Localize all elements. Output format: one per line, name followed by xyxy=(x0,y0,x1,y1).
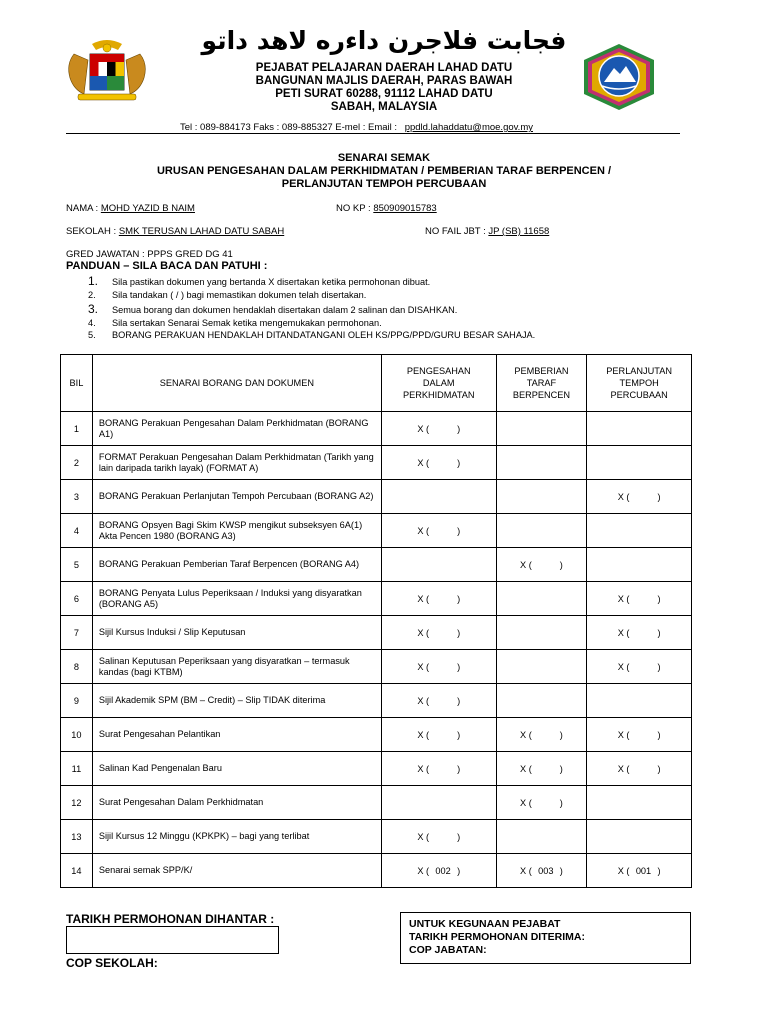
required-mark: X ( ) xyxy=(417,661,461,672)
required-mark: X ( ) xyxy=(417,729,461,740)
checklist-cell-c2[interactable] xyxy=(496,548,587,582)
instruction-number: 5. xyxy=(88,330,96,340)
office-stamp: COP JABATAN: xyxy=(409,944,487,956)
checklist-cell-c1[interactable] xyxy=(381,752,496,786)
table-row xyxy=(61,514,692,548)
checklist-cell-c3[interactable] xyxy=(587,480,692,514)
checklist-cell-c2[interactable] xyxy=(496,718,587,752)
required-mark: X ( ) xyxy=(417,627,461,638)
header-documents: SENARAI BORANG DAN DOKUMEN xyxy=(92,355,381,412)
document-name: BORANG Perakuan Pemberian Taraf Berpencen (BORANG A4) xyxy=(92,548,381,582)
document-name: Salinan Kad Pengenalan Baru xyxy=(92,752,381,786)
document-name: Sijil Kursus Induksi / Slip Keputusan xyxy=(92,616,381,650)
header-bil: BIL xyxy=(61,355,93,412)
required-mark: X ( ) xyxy=(617,491,661,502)
checklist-cell-c1[interactable] xyxy=(381,650,496,684)
nama-label: NAMA : xyxy=(66,203,99,214)
nokp-label: NO KP : xyxy=(336,203,371,214)
document-name: Surat Pengesahan Dalam Perkhidmatan xyxy=(92,786,381,820)
table-header-row xyxy=(61,355,692,412)
nofail-label: NO FAIL JBT : xyxy=(425,226,486,237)
checklist-cell-c1[interactable] xyxy=(381,684,496,718)
table-row xyxy=(61,854,692,888)
required-mark: X ( ) xyxy=(417,763,461,774)
table-row xyxy=(61,480,692,514)
mark-value: 001 xyxy=(635,865,652,876)
checklist-cell-c2 xyxy=(496,480,587,514)
email-link[interactable]: ppdld.lahaddatu@moe.gov.my xyxy=(404,122,533,133)
row-number: 12 xyxy=(61,786,93,820)
checklist-cell-c3[interactable] xyxy=(587,718,692,752)
checklist-cell-c1 xyxy=(381,548,496,582)
checklist-cell-c3[interactable] xyxy=(587,582,692,616)
required-mark: X ( ) xyxy=(617,627,661,638)
document-name: Surat Pengesahan Pelantikan xyxy=(92,718,381,752)
checklist-cell-c2 xyxy=(496,582,587,616)
contact-line xyxy=(180,122,533,133)
header-divider xyxy=(66,133,680,134)
checklist-cell-c3 xyxy=(587,514,692,548)
checklist-cell-c2[interactable] xyxy=(496,752,587,786)
document-name: Sijil Kursus 12 Minggu (KPKPK) – bagi yang terlibat xyxy=(92,820,381,854)
checklist-cell-c1 xyxy=(381,786,496,820)
checklist-cell-c2[interactable] xyxy=(496,786,587,820)
table-row xyxy=(61,684,692,718)
office-name: PEJABAT PELAJARAN DAERAH LAHAD DATU xyxy=(255,62,513,74)
jawi-title: فجابت فلاجرن داءره لاهد داتو xyxy=(201,26,567,55)
instruction-number: 3. xyxy=(88,302,99,316)
document-name: Salinan Keputusan Peperiksaan yang disyaratkan – termasuk kandas (bagi KTBM) xyxy=(92,650,381,684)
checklist-cell-c2 xyxy=(496,514,587,548)
required-mark: X ( 002 ) xyxy=(417,865,461,876)
checklist-cell-c1[interactable] xyxy=(381,446,496,480)
instruction-text: Sila pastikan dokumen yang bertanda X disertakan ketika permohonan dibuat. xyxy=(112,277,431,287)
required-mark: X ( 003 ) xyxy=(520,865,563,876)
checklist-cell-c2 xyxy=(496,820,587,854)
checklist-cell-c1[interactable] xyxy=(381,514,496,548)
instruction-item xyxy=(88,290,366,300)
office-postbox: PETI SURAT 60288, 91112 LAHAD DATU xyxy=(275,88,493,100)
row-number: 1 xyxy=(61,412,93,446)
checklist-cell-c2 xyxy=(496,412,587,446)
row-number: 2 xyxy=(61,446,93,480)
table-row xyxy=(61,616,692,650)
tarikh-dihantar-label: TARIKH PERMOHONAN DIHANTAR : xyxy=(66,912,275,926)
header-perlanjutan: PERLANJUTAN TEMPOH PERCUBAAN xyxy=(587,355,692,412)
required-mark: X ( ) xyxy=(417,695,461,706)
nokp-value: 850909015783 xyxy=(373,203,437,214)
instruction-item xyxy=(88,302,457,316)
instruction-text: Semua borang dan dokumen hendaklah disertakan dalam 2 salinan dan DISAHKAN. xyxy=(112,305,458,315)
office-state: SABAH, MALAYSIA xyxy=(330,101,438,113)
required-mark: X ( ) xyxy=(417,831,461,842)
instruction-text: Sila sertakan Senarai Semak ketika mengemukakan permohonan. xyxy=(112,318,382,328)
row-number: 4 xyxy=(61,514,93,548)
nofail-field xyxy=(425,226,549,237)
instruction-item xyxy=(88,330,535,340)
form-subtitle-2: PERLANJUTAN TEMPOH PERCUBAAN xyxy=(281,178,487,190)
checklist-cell-c1[interactable] xyxy=(381,820,496,854)
sekolah-field xyxy=(66,226,284,237)
row-number: 13 xyxy=(61,820,93,854)
checklist-cell-c3[interactable] xyxy=(587,752,692,786)
checklist-cell-c1[interactable] xyxy=(381,582,496,616)
form-subtitle-1: URUSAN PENGESAHAN DALAM PERKHIDMATAN / PEMBERIAN TARAF BERPENCEN / xyxy=(156,165,612,177)
document-name: FORMAT Perakuan Pengesahan Dalam Perkhidmatan (Tarikh yang lain daripada tarikh layak) (FORMAT A) xyxy=(92,446,381,480)
row-number: 9 xyxy=(61,684,93,718)
row-number: 8 xyxy=(61,650,93,684)
checklist-cell-c3 xyxy=(587,820,692,854)
instruction-text: Sila tandakan ( / ) bagi memastikan dokumen telah disertakan. xyxy=(112,290,367,300)
nokp-field xyxy=(336,203,437,214)
required-mark: X ( ) xyxy=(520,559,563,570)
checklist-cell-c1[interactable] xyxy=(381,412,496,446)
table-row xyxy=(61,718,692,752)
office-use-box xyxy=(400,912,691,964)
document-name: BORANG Perakuan Perlanjutan Tempoh Percubaan (BORANG A2) xyxy=(92,480,381,514)
row-number: 7 xyxy=(61,616,93,650)
mark-value: 003 xyxy=(538,865,554,876)
document-name: Sijil Akademik SPM (BM – Credit) – Slip TIDAK diterima xyxy=(92,684,381,718)
table-row xyxy=(61,786,692,820)
required-mark: X ( ) xyxy=(617,763,661,774)
office-building: BANGUNAN MAJLIS DAERAH, PARAS BAWAH xyxy=(255,75,513,87)
header-pemberian: PEMBERIAN TARAF BERPENCEN xyxy=(496,355,587,412)
document-name: Senarai semak SPP/K/ xyxy=(92,854,381,888)
required-mark: X ( ) xyxy=(520,763,563,774)
checklist-cell-c2 xyxy=(496,446,587,480)
table-row xyxy=(61,752,692,786)
office-use-title: UNTUK KEGUNAAN PEJABAT xyxy=(409,918,561,930)
checklist-cell-c3 xyxy=(587,786,692,820)
row-number: 10 xyxy=(61,718,93,752)
table-row xyxy=(61,650,692,684)
instruction-item xyxy=(88,318,382,328)
required-mark: X ( ) xyxy=(520,729,563,740)
row-number: 6 xyxy=(61,582,93,616)
required-mark: X ( ) xyxy=(617,661,661,672)
checklist-cell-c2 xyxy=(496,616,587,650)
cop-sekolah-label: COP SEKOLAH: xyxy=(66,956,158,970)
tarikh-dihantar-box[interactable] xyxy=(66,926,279,954)
instruction-item xyxy=(88,274,430,288)
panduan-heading: PANDUAN – SILA BACA DAN PATUHI : xyxy=(66,260,268,272)
instruction-number: 4. xyxy=(88,318,96,328)
checklist-cell-c1[interactable] xyxy=(381,616,496,650)
checklist-cell-c1[interactable] xyxy=(381,854,496,888)
instruction-number: 1. xyxy=(88,274,99,288)
required-mark: X ( ) xyxy=(617,729,661,740)
required-mark: X ( ) xyxy=(417,525,461,536)
checklist-cell-c2 xyxy=(496,684,587,718)
table-row xyxy=(61,548,692,582)
header-pengesahan: PENGESAHAN DALAM PERKHIDMATAN xyxy=(381,355,496,412)
checklist-cell-c1 xyxy=(381,480,496,514)
checklist-cell-c3[interactable] xyxy=(587,616,692,650)
required-mark: X ( ) xyxy=(417,457,461,468)
contact-prefix: Tel : 089-884173 Faks : 089-885327 E-mel : Email : xyxy=(180,122,398,133)
form-title: SENARAI SEMAK xyxy=(337,152,431,164)
row-number: 5 xyxy=(61,548,93,582)
required-mark: X ( 001 ) xyxy=(617,865,661,876)
document-name: BORANG Penyata Lulus Peperiksaan / Induksi yang disyaratkan (BORANG A5) xyxy=(92,582,381,616)
sekolah-value: SMK TERUSAN LAHAD DATU SABAH xyxy=(118,226,285,237)
checklist-cell-c3[interactable] xyxy=(587,650,692,684)
checklist-cell-c3[interactable] xyxy=(587,854,692,888)
required-mark: X ( ) xyxy=(520,797,563,808)
table-row xyxy=(61,446,692,480)
table-row xyxy=(61,412,692,446)
checklist-cell-c3 xyxy=(587,684,692,718)
nama-value: MOHD YAZID B NAIM xyxy=(100,203,195,214)
document-name: BORANG Opsyen Bagi Skim KWSP mengikut subseksyen 6A(1) Akta Pencen 1980 (BORANG A3) xyxy=(92,514,381,548)
document-name: BORANG Perakuan Pengesahan Dalam Perkhidmatan (BORANG A1) xyxy=(92,412,381,446)
office-received-date: TARIKH PERMOHONAN DITERIMA: xyxy=(409,931,585,943)
checklist-cell-c3 xyxy=(587,548,692,582)
sekolah-label: SEKOLAH : xyxy=(66,226,117,237)
nofail-value: JP (SB) 11658 xyxy=(488,226,550,237)
checklist-cell-c3 xyxy=(587,446,692,480)
required-mark: X ( ) xyxy=(417,593,461,604)
instruction-text: BORANG PERAKUAN HENDAKLAH DITANDATANGANI OLEH KS/PPG/PPD/GURU BESAR SAHAJA. xyxy=(112,330,536,340)
mark-value: 002 xyxy=(435,865,451,876)
required-mark: X ( ) xyxy=(617,593,661,604)
instruction-number: 2. xyxy=(88,290,96,300)
table-row xyxy=(61,820,692,854)
checklist-cell-c2[interactable] xyxy=(496,854,587,888)
checklist-cell-c3 xyxy=(587,412,692,446)
checklist-cell-c1[interactable] xyxy=(381,718,496,752)
gred-field: GRED JAWATAN : PPPS GRED DG 41 xyxy=(66,249,233,260)
checklist-cell-c2 xyxy=(496,650,587,684)
required-mark: X ( ) xyxy=(417,423,461,434)
row-number: 3 xyxy=(61,480,93,514)
row-number: 14 xyxy=(61,854,93,888)
row-number: 11 xyxy=(61,752,93,786)
nama-field xyxy=(66,203,195,214)
checklist-table xyxy=(60,354,692,888)
table-row xyxy=(61,582,692,616)
